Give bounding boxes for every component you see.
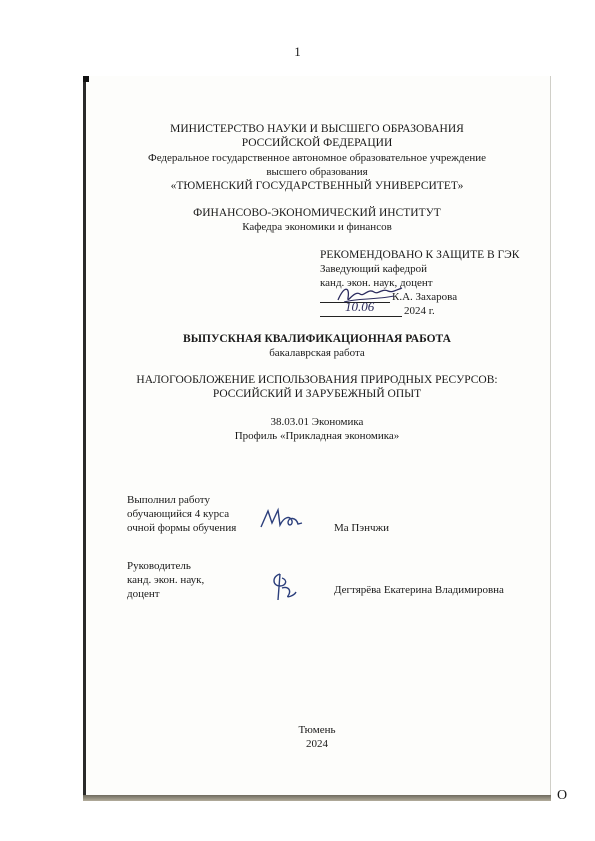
year: 2024 bbox=[306, 738, 328, 750]
institution-line-1: Федеральное государственное автономное образовательное учреждение bbox=[148, 152, 486, 164]
department-name: Кафедра экономики и финансов bbox=[242, 221, 392, 233]
scan-bottom-edge bbox=[83, 795, 551, 801]
approval-date-year: 2024 г. bbox=[404, 305, 435, 317]
supervisor-label-2: канд. экон. наук, bbox=[127, 574, 205, 586]
student-label-3: очной формы обучения bbox=[127, 522, 237, 534]
supervisor-label-3: доцент bbox=[127, 588, 160, 600]
specialty-code: 38.03.01 Экономика bbox=[270, 416, 364, 428]
topic-line-2: РОССИЙСКИЙ И ЗАРУБЕЖНЫЙ ОПЫТ bbox=[212, 388, 422, 400]
scan-corner-mark bbox=[83, 76, 89, 82]
city: Тюмень bbox=[298, 724, 336, 736]
institution-line-2: высшего образования bbox=[266, 166, 368, 178]
institute-name: ФИНАНСОВО-ЭКОНОМИЧЕСКИЙ ИНСТИТУТ bbox=[193, 207, 441, 219]
work-type: ВЫПУСКНАЯ КВАЛИФИКАЦИОННАЯ РАБОТА bbox=[183, 333, 451, 345]
profile: Профиль «Прикладная экономика» bbox=[234, 430, 400, 442]
approval-position: Заведующий кафедрой bbox=[320, 263, 427, 275]
approval-degree: канд. экон. наук, доцент bbox=[320, 277, 433, 289]
approval-date-line bbox=[320, 316, 402, 317]
student-signature bbox=[258, 505, 306, 533]
ministry-line-1: МИНИСТЕРСТВО НАУКИ И ВЫСШЕГО ОБРАЗОВАНИЯ bbox=[170, 123, 464, 135]
approval-head-name: К.А. Захарова bbox=[392, 291, 458, 303]
corner-mark: О bbox=[557, 788, 568, 803]
ministry-line-2: РОССИЙСКОЙ ФЕДЕРАЦИИ bbox=[241, 137, 393, 149]
student-name: Ма Пэнчжи bbox=[334, 522, 389, 534]
work-subtype: бакалаврская работа bbox=[269, 347, 365, 359]
student-label-2: обучающийся 4 курса bbox=[127, 508, 230, 520]
head-signature bbox=[334, 282, 406, 308]
supervisor-signature bbox=[266, 570, 300, 604]
page-number: 1 bbox=[294, 44, 301, 59]
topic-line-1: НАЛОГООБЛОЖЕНИЕ ИСПОЛЬЗОВАНИЯ ПРИРОДНЫХ РЕСУРСОВ: bbox=[136, 374, 498, 386]
university-name: «ТЮМЕНСКИЙ ГОСУДАРСТВЕННЫЙ УНИВЕРСИТЕТ» bbox=[170, 180, 464, 192]
supervisor-name: Дегтярёва Екатерина Владимировна bbox=[334, 584, 504, 596]
approval-title: РЕКОМЕНДОВАНО К ЗАЩИТЕ В ГЭК bbox=[320, 249, 520, 261]
approval-date-handwritten: 10.06 bbox=[345, 299, 375, 314]
supervisor-label-1: Руководитель bbox=[127, 560, 191, 572]
student-label-1: Выполнил работу bbox=[127, 494, 210, 506]
